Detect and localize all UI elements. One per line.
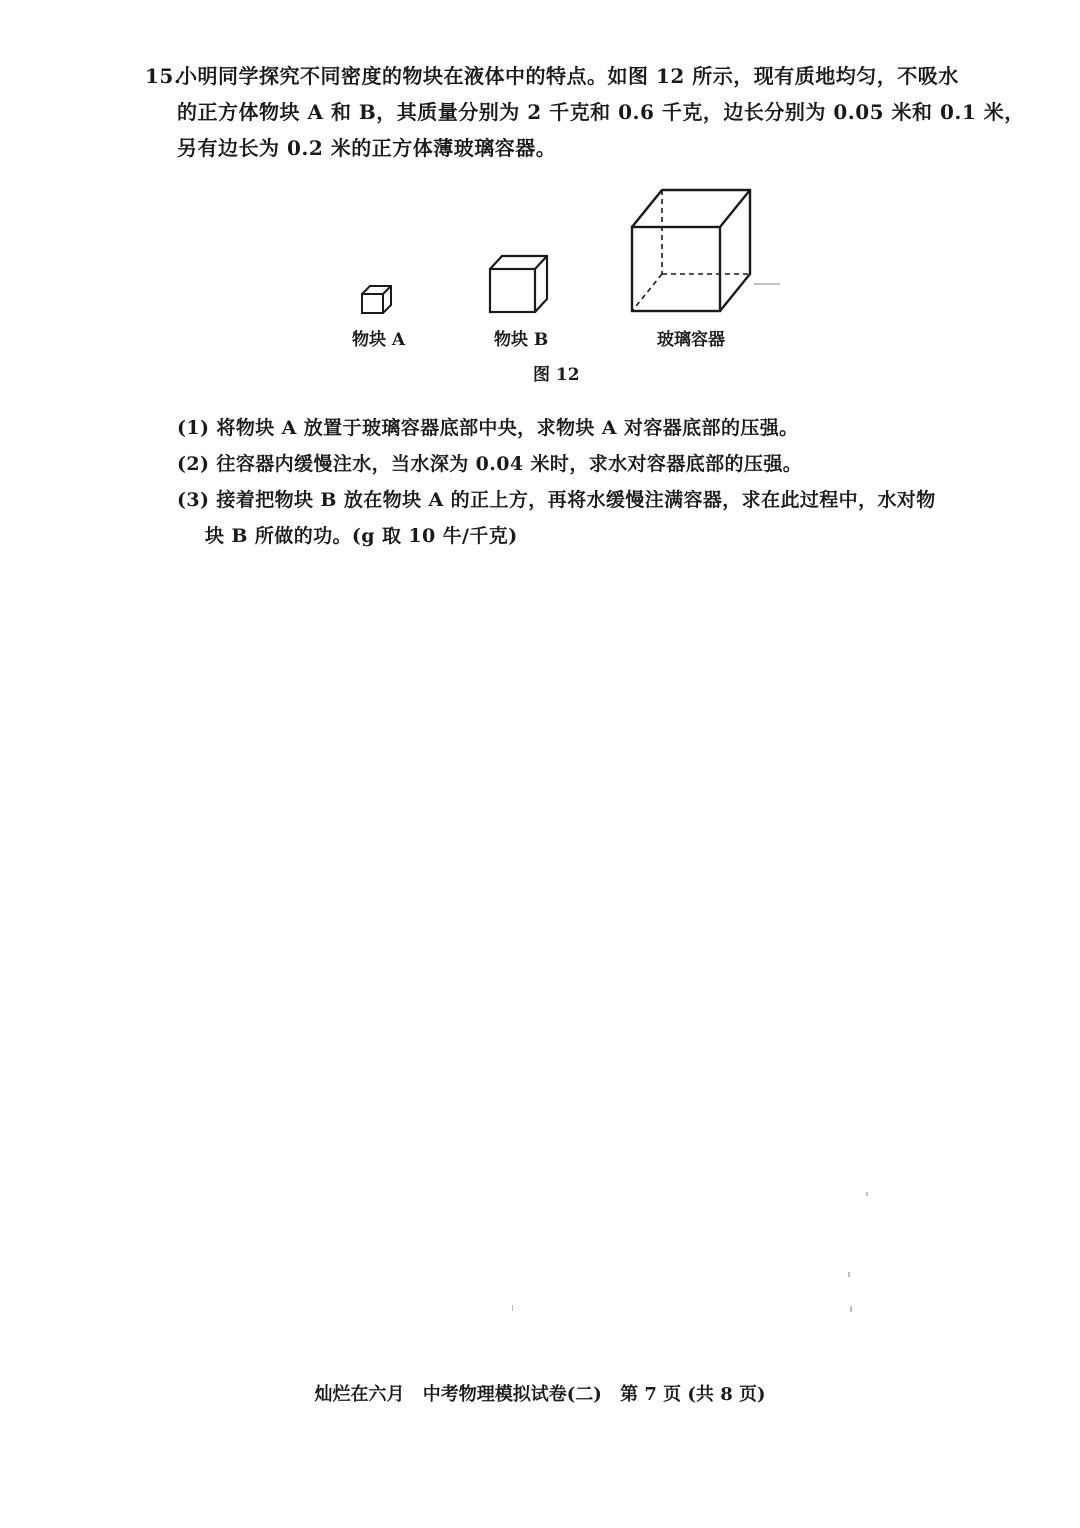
figure-caption: 图 12: [533, 365, 580, 385]
scan-speck: [848, 1272, 850, 1277]
figure-12: [340, 180, 780, 385]
question-stem-line-1: 15.小明同学探究不同密度的物块在液体中的特点。如图 12 所示，现有质地均匀，不吸水: [145, 58, 955, 94]
scan-speck: [850, 1306, 852, 1312]
container-hidden-edges: [632, 190, 750, 311]
question-stem-line-2: 的正方体物块 A 和 B，其质量分别为 2 千克和 0.6 千克，边长分别为 0.05 米和 0.1 米，: [177, 100, 1025, 124]
page-footer: [0, 1380, 1080, 1406]
sub-question-1: (1) 将物块 A 放置于玻璃容器底部中央，求物块 A 对容器底部的压强。: [177, 417, 799, 439]
footer-series: 灿烂在六月: [314, 1384, 405, 1405]
container-label: 玻璃容器: [657, 330, 725, 350]
question-15: [145, 58, 1025, 166]
scan-speck: [512, 1305, 513, 1311]
footer-page-number: 第 7 页 (共 8 页): [620, 1384, 766, 1405]
scan-speck: [866, 1192, 868, 1196]
sub-question-3: (3) 接着把物块 B 放在物块 A 的正上方，再将水缓慢注满容器，求在此过程中，水对物: [177, 489, 936, 511]
glass-container-cube: [632, 190, 750, 311]
footer-title: 中考物理模拟试卷(二): [422, 1384, 602, 1405]
sub-question-3-continued: 块 B 所做的功。(g 取 10 牛/千克): [205, 525, 518, 547]
block-b-cube: [490, 256, 547, 312]
sub-question-2: (2) 往容器内缓慢注水，当水深为 0.04 米时，求水对容器底部的压强。: [177, 453, 803, 475]
question-stem-line-3: 另有边长为 0.2 米的正方体薄玻璃容器。: [177, 136, 557, 160]
block-a-label: 物块 A: [352, 330, 406, 350]
question-number: 15.: [145, 64, 182, 88]
sub-questions: [177, 410, 957, 554]
block-a-cube: [362, 286, 391, 313]
block-b-label: 物块 B: [494, 330, 549, 350]
cube-diagram: [340, 180, 780, 385]
